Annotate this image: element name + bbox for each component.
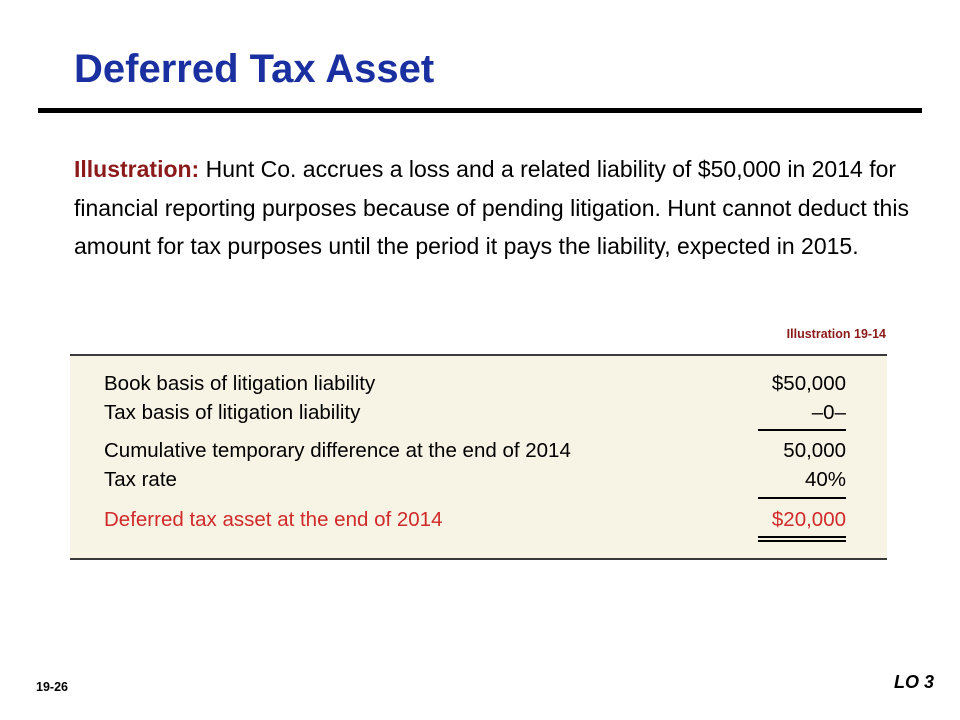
double-rule-top	[758, 536, 846, 538]
row-description: Cumulative temporary difference at the end of 2014	[104, 439, 571, 462]
illustration-reference: Illustration 19-14	[786, 327, 886, 341]
subtotal-rule	[758, 497, 846, 499]
row-value: $20,000	[771, 508, 846, 531]
learning-objective-label: LO 3	[893, 672, 934, 692]
subtotal-rule	[758, 429, 846, 431]
illustration-label: Illustration:	[74, 156, 200, 182]
row-value: –0–	[811, 401, 846, 424]
row-value: 50,000	[783, 439, 846, 462]
row-description: Book basis of litigation liability	[104, 372, 376, 395]
table-row	[70, 369, 887, 399]
row-description: Deferred tax asset at the end of 2014	[104, 508, 443, 531]
double-rule-bottom	[758, 540, 846, 542]
title-divider	[38, 108, 922, 113]
illustration-text	[74, 150, 924, 266]
slide-title: Deferred Tax Asset	[74, 47, 435, 91]
table-row	[70, 398, 887, 428]
row-value: 40%	[804, 468, 846, 491]
row-description: Tax basis of litigation liability	[104, 401, 361, 424]
table-row	[70, 465, 887, 495]
row-value: $50,000	[771, 372, 846, 395]
table-row	[70, 436, 887, 466]
tax-computation-table	[70, 354, 887, 560]
row-description: Tax rate	[104, 468, 177, 491]
illustration-body: Hunt Co. accrues a loss and a related liability of $50,000 in 2014 for financial reporting purposes because of pending litigation. Hunt cannot deduct this amount for tax purposes until the period it pays the liability, expected in 2015.	[74, 156, 909, 259]
slide-number: 19-26	[36, 680, 68, 694]
table-row-total	[70, 505, 887, 535]
